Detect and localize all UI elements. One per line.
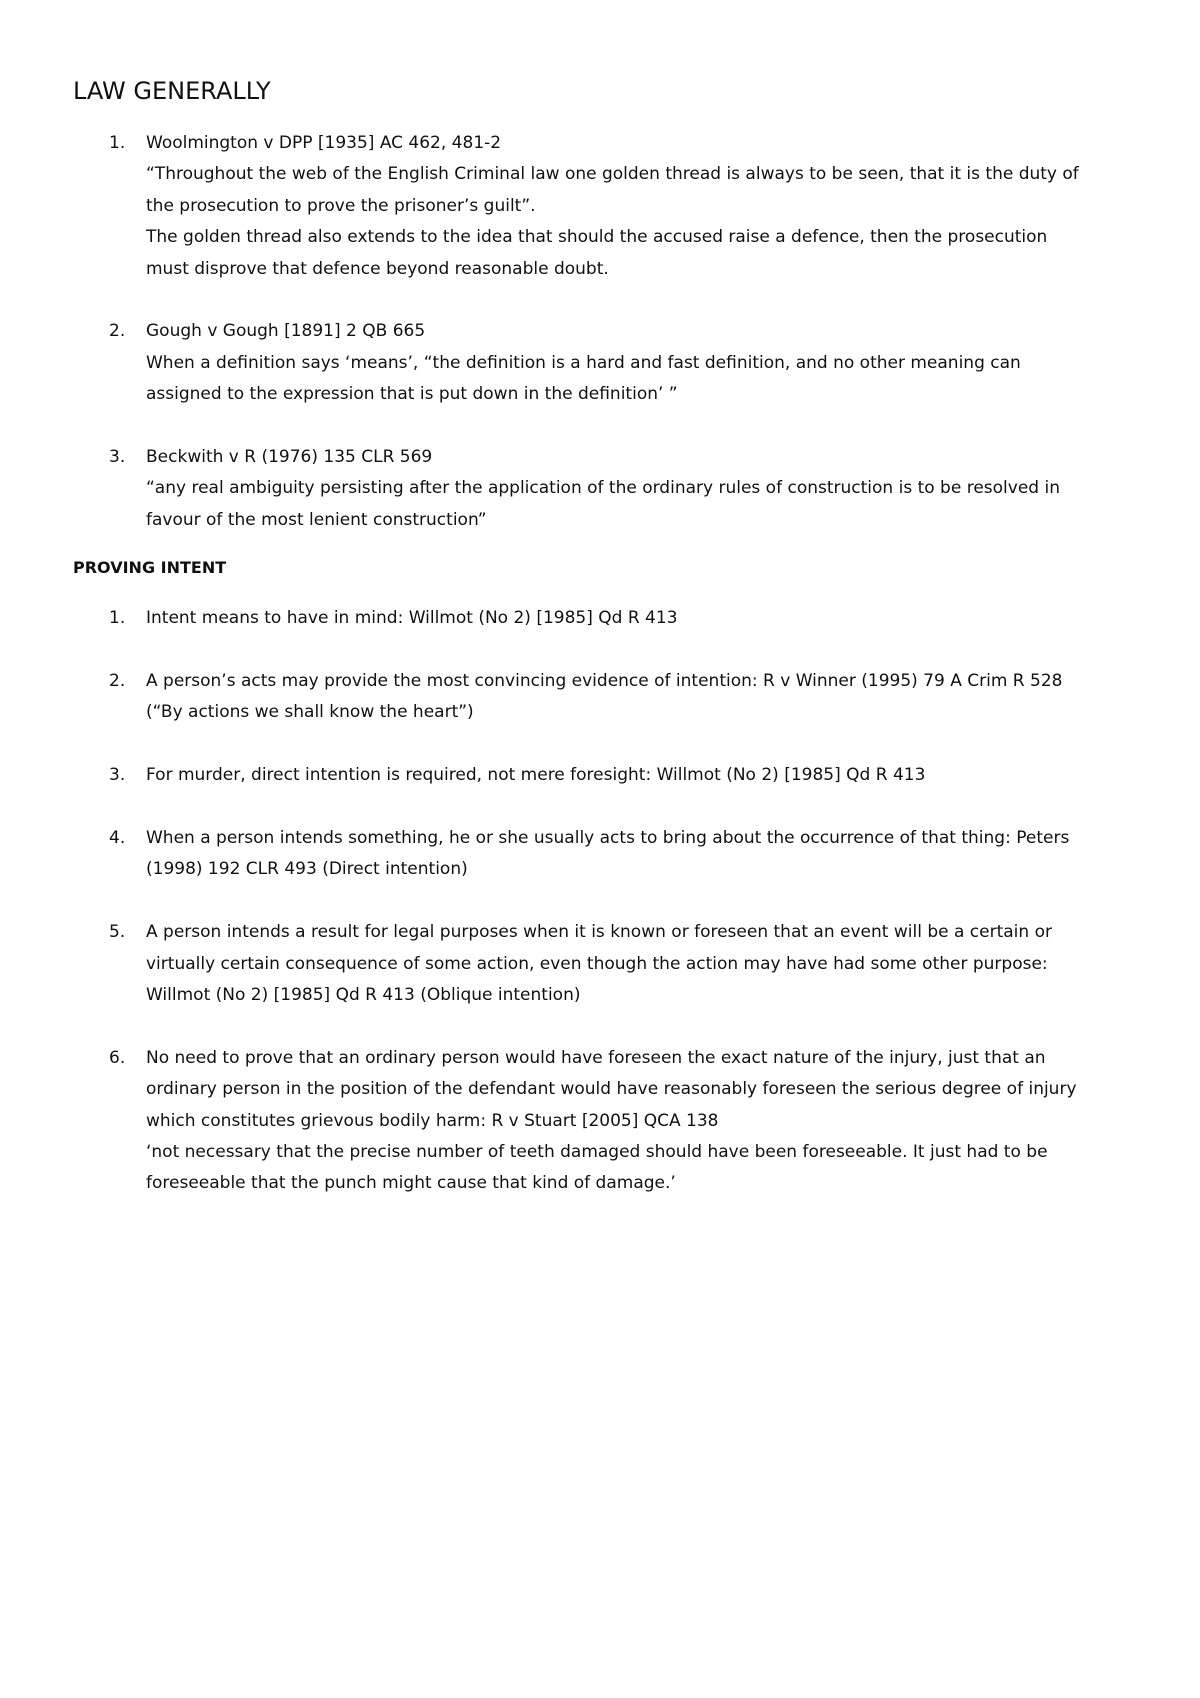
list-item [73,442,1143,536]
list-item-line: foreseeable that the punch might cause that kind of damage.’ [146,1173,676,1194]
proving-intent-list [73,603,1143,1200]
list-item [73,917,1143,1011]
list-item-line: Gough v Gough [1891] 2 QB 665 [146,321,426,342]
list-item-line: Woolmington v DPP [1935] AC 462, 481-2 [146,133,502,153]
list-item-line: Beckwith v R (1976) 135 CLR 569 [146,447,433,468]
list-item-line: favour of the most lenient construction” [146,509,487,530]
heading-law-generally: LAW GENERALLY [73,77,271,105]
list-item-line: Willmot (No 2) [1985] Qd R 413 (Oblique intention) [146,985,581,1006]
list-number: 1. [109,608,126,629]
heading-proving-intent: PROVING INTENT [73,558,227,578]
list-item-line: virtually certain consequence of some action, even though the action may have had some other purpose: [146,953,1048,974]
list-number: 2. [109,671,126,692]
list-number: 4. [109,828,126,849]
list-item [73,316,1143,410]
list-number: 6. [109,1047,126,1068]
list-number: 3. [109,765,126,786]
list-item-line: assigned to the expression that is put down in the definition’ ” [146,384,678,405]
list-item-line: Intent means to have in mind: Willmot (No 2) [1985] Qd R 413 [146,608,678,629]
list-item [73,666,1143,729]
list-item-line: must disprove that defence beyond reasonable doubt. [146,258,609,279]
list-item-line: For murder, direct intention is required, not mere foresight: Willmot (No 2) [1985] Qd R 413 [146,765,926,786]
list-item-line: ‘not necessary that the precise number of teeth damaged should have been foreseeable. It just had to be [146,1142,1048,1163]
list-number: 3. [109,447,126,468]
law-generally-list [73,128,1143,536]
list-item-line: A person’s acts may provide the most convincing evidence of intention: R v Winner (1995) 79 A Crim R 528 [146,671,1063,692]
list-item-line: (1998) 192 CLR 493 (Direct intention) [146,859,468,880]
list-item-line: which constitutes grievous bodily harm: R v Stuart [2005] QCA 138 [146,1110,719,1131]
list-item [73,823,1143,886]
list-number: 2. [109,321,126,342]
list-item-line: When a definition says ‘means’, “the definition is a hard and fast definition, and no other meaning can [146,352,1021,373]
list-item-line: “any real ambiguity persisting after the application of the ordinary rules of construction is to be resolved in [146,478,1060,499]
list-item-line: When a person intends something, he or she usually acts to bring about the occurrence of that thing: Peters [146,828,1070,849]
list-item-line: A person intends a result for legal purposes when it is known or foreseen that an event will be a certain or [146,922,1052,943]
document-body [73,74,1143,1231]
list-item-line: “Throughout the web of the English Criminal law one golden thread is always to be seen, that it is the duty of [146,164,1079,185]
list-item-line: No need to prove that an ordinary person would have foreseen the exact nature of the injury, just that an [146,1047,1046,1068]
list-number: 5. [109,922,126,943]
list-number: 1. [109,133,126,153]
list-item-line: (“By actions we shall know the heart”) [146,702,474,723]
list-item [73,128,1143,285]
list-item-line: The golden thread also extends to the idea that should the accused raise a defence, then the prosecution [146,227,1048,248]
list-item-line: ordinary person in the position of the defendant would have reasonably foreseen the serious degree of injury [146,1079,1077,1100]
list-item [73,1043,1143,1200]
list-item-line: the prosecution to prove the prisoner’s guilt”. [146,195,536,216]
list-item [73,760,1143,791]
list-item [73,603,1143,634]
